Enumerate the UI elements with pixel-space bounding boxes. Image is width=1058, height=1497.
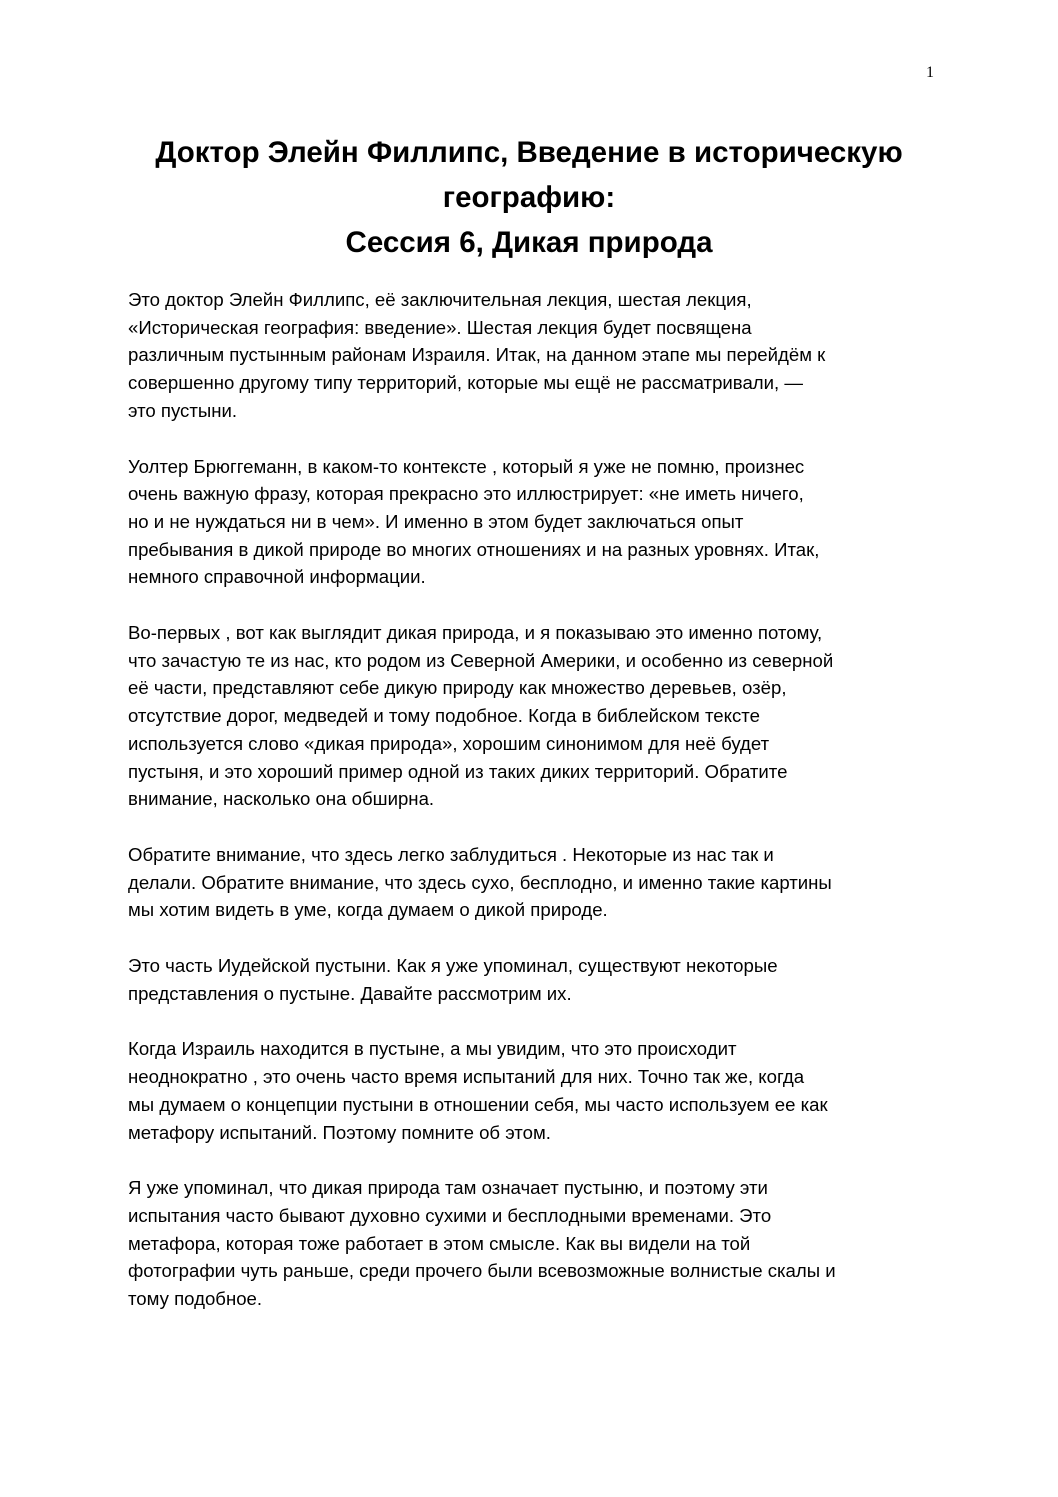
paragraph-7 [128,1174,940,1313]
text-line: Это часть Иудейской пустыни. Как я уже упоминал, существуют некоторые [128,955,778,977]
title-line-1: Доктор Элейн Филлипс, Введение в историческую [155,136,903,169]
text-line: мы хотим видеть в уме, когда думаем о дикой природе. [128,899,608,921]
text-line: Когда Израиль находится в пустыне, а мы увидим, что это происходит [128,1038,737,1060]
text-line: представления о пустыне. Давайте рассмотрим их. [128,982,572,1004]
text-line: но и не нуждаться ни в чем». И именно в этом будет заключаться опыт [128,510,744,532]
text-line: метафору испытаний. Поэтому помните об этом. [128,1121,551,1143]
text-line: что зачастую те из нас, кто родом из Северной Америки, и особенно из северной [128,649,834,671]
document-title [100,130,958,265]
text-line: Это доктор Элейн Филлипс, её заключительная лекция, шестая лекция, [128,289,752,310]
document-body [128,286,940,1341]
paragraph-6 [128,1035,940,1146]
title-line-3: Сессия 6, Дикая природа [345,226,713,259]
text-line: совершенно другому типу территорий, которые мы ещё не рассматривали, — [128,372,803,394]
paragraph-1 [128,286,940,425]
text-line: Уолтер Брюггеманн, в каком-то контексте , который я уже не помню, произнес [128,455,805,477]
text-line: различным пустынным районам Израиля. Итак, на данном этапе мы перейдём к [128,344,826,366]
text-line: мы думаем о концепции пустыни в отношении себя, мы часто используем ее как [128,1093,828,1115]
text-line: Обратите внимание, что здесь легко заблудиться . Некоторые из нас так и [128,843,774,865]
text-line: очень важную фразу, которая прекрасно это иллюстрирует: «не иметь ничего, [128,483,804,505]
text-line: пребывания в дикой природе во многих отношениях и на разных уровнях. Итак, [128,538,820,560]
text-line: фотографии чуть раньше, среди прочего были всевозможные волнистые скалы и [128,1260,836,1282]
text-line: немного справочной информации. [128,566,426,588]
text-line: делали. Обратите внимание, что здесь сухо, бесплодно, и именно такие картины [128,871,832,893]
text-line: это пустыни. [128,399,238,421]
text-line: Я уже упоминал, что дикая природа там означает пустыню, и поэтому эти [128,1177,768,1199]
text-line: внимание, насколько она обширна. [128,788,435,810]
text-line: неоднократно , это очень часто время испытаний для них. Точно так же, когда [128,1066,805,1088]
title-line-2: географию: [442,181,616,214]
text-line: «Историческая география: введение». Шестая лекция будет посвящена [128,316,752,338]
paragraph-5 [128,952,940,1007]
paragraph-4 [128,841,940,924]
text-line: Во-первых , вот как выглядит дикая природа, и я показываю это именно потому, [128,622,823,644]
text-line: используется слово «дикая природа», хорошим синонимом для неё будет [128,732,770,754]
text-line: тому подобное. [128,1288,263,1310]
text-line: испытания часто бывают духовно сухими и бесплодными временами. Это [128,1204,772,1226]
page-number: 1 [926,64,934,81]
text-line: отсутствие дорог, медведей и тому подобное. Когда в библейском тексте [128,705,760,727]
paragraph-2 [128,453,940,592]
text-line: метафора, которая тоже работает в этом смысле. Как вы видели на той [128,1232,751,1254]
paragraph-3 [128,619,940,813]
text-line: пустыня, и это хороший пример одной из таких диких территорий. Обратите [128,760,788,782]
text-line: её части, представляют себе дикую природу как множество деревьев, озёр, [128,677,787,699]
